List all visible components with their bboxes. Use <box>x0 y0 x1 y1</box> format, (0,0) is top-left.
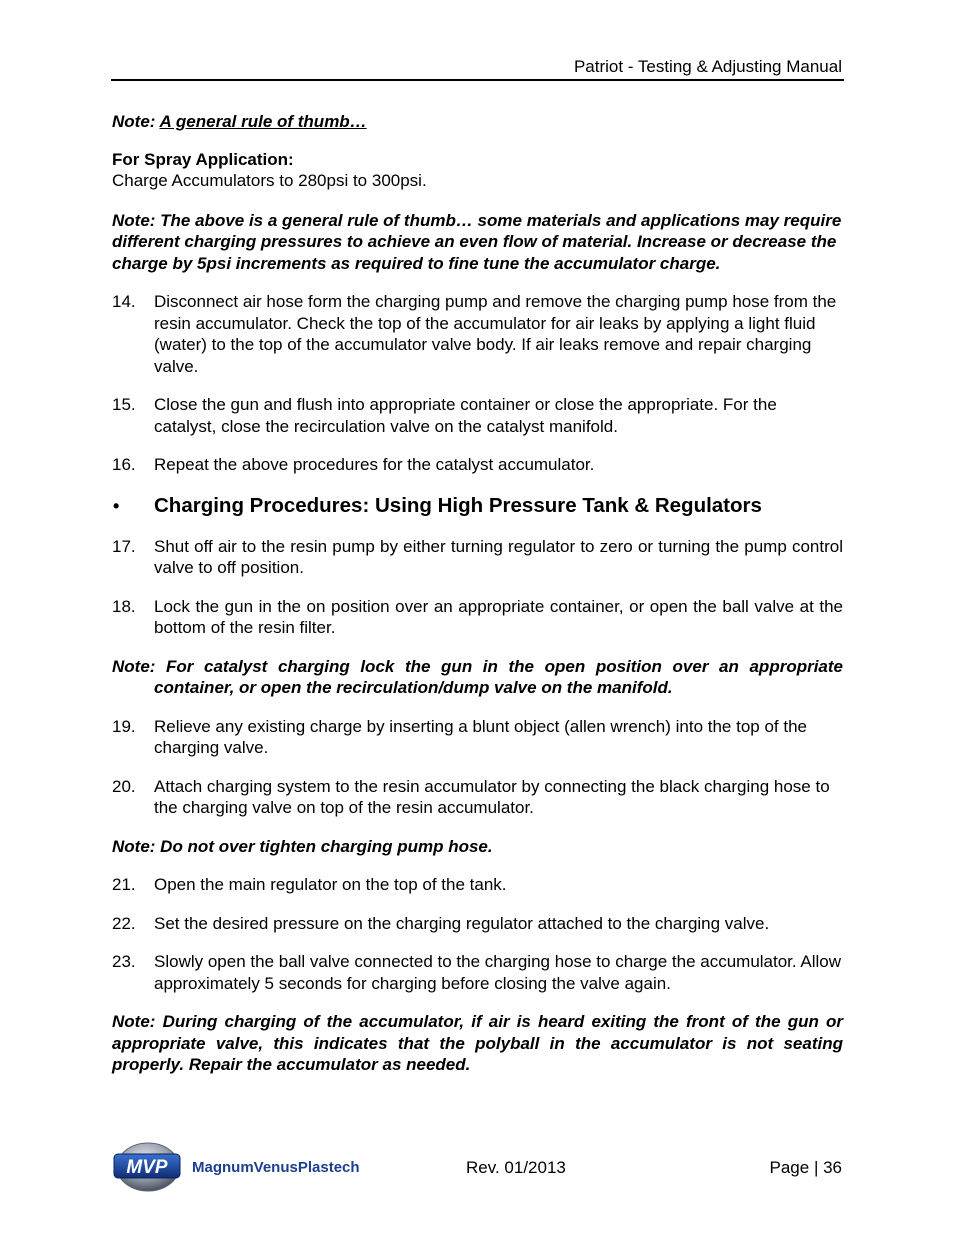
mvp-logo <box>112 1140 402 1192</box>
step-text: Disconnect air hose form the charging pump and remove the charging pump hose from the resin accumulator. Check the top of the accumulator for air leaks by applying a light fluid (water) to the top of the accumulator valve body. If air leaks remove and repair charging valve. <box>154 292 837 376</box>
step-item <box>112 394 843 437</box>
step-number: 19. <box>112 716 136 736</box>
manual-title: Patriot - Testing & Adjusting Manual <box>573 57 842 76</box>
tighten-note: Note: Do not over tighten charging pump hose. <box>112 836 493 856</box>
step-text: Attach charging system to the resin accumulator by connecting the black charging hose to the charging valve on top of the resin accumulator. <box>154 776 830 817</box>
step-text: Lock the gun in the on position over an appropriate container, or open the ball valve at the bottom of the resin filter. <box>154 596 843 637</box>
revision-label: Rev. 01/2013 <box>466 1158 566 1177</box>
step-number: 20. <box>112 776 136 796</box>
polyball-note: Note: During charging of the accumulator, if air is heard exiting the front of the gun or appropriate valve, this indicates that the polyball in the accumulator is not seating properly. Repair the accumulator as needed. <box>112 1012 843 1074</box>
step-number: 22. <box>112 913 136 933</box>
step-text: Open the main regulator on the top of the tank. <box>154 875 507 894</box>
bullet-icon: • <box>113 495 120 516</box>
page-header <box>111 55 844 81</box>
section-heading <box>112 493 843 519</box>
step-number: 14. <box>112 292 136 311</box>
rule-of-thumb-note <box>112 111 843 133</box>
step-text: Slowly open the ball valve connected to the charging hose to charge the accumulator. Allow approximately 5 seconds for charging before closing the valve again. <box>154 952 842 993</box>
step-text: Shut off air to the resin pump by either turning regulator to zero or turning the pump control valve to off position. <box>154 536 843 577</box>
step-text: Close the gun and flush into appropriate container or close the appropriate. For the catalyst, close the recirculation valve on the catalyst manifold. <box>154 395 777 436</box>
step-number: 18. <box>112 596 136 616</box>
step-item <box>112 454 843 476</box>
catalyst-note: Note: For catalyst charging lock the gun in the open position over an appropriate container, or open the recirculation/dump valve on the manifold. <box>112 656 843 697</box>
step-text: Repeat the above procedures for the catalyst accumulator. <box>154 455 595 474</box>
page-footer <box>0 1140 954 1200</box>
spray-text: Charge Accumulators to 280psi to 300psi. <box>112 171 427 190</box>
step-item <box>112 291 843 377</box>
spray-heading: For Spray Application: <box>112 149 294 169</box>
logo-wordmark: MagnumVenusPlastech <box>192 1159 360 1176</box>
step-item <box>112 596 843 639</box>
step-text: Relieve any existing charge by inserting a blunt object (allen wrench) into the top of the charging valve. <box>154 716 807 757</box>
step-item <box>112 913 843 935</box>
step-item <box>112 951 914 994</box>
note-prefix: Note: <box>112 112 160 131</box>
step-text: Set the desired pressure on the charging regulator attached to the charging valve. <box>154 913 770 933</box>
step-item <box>112 536 843 579</box>
logo-mark: MVP <box>126 1157 168 1178</box>
note-underlined: A general rule of thumb… <box>159 112 367 131</box>
step-number: 17. <box>112 536 136 556</box>
section-title: Charging Procedures: Using High Pressure Tank & Regulators <box>154 493 762 517</box>
step-number: 15. <box>112 395 136 414</box>
step-number: 23. <box>112 952 136 971</box>
general-note: Note: The above is a general rule of thumb… some materials and applications may require different charging pressures to achieve an even flow of material. Increase or decrease the charge by 5psi increments as required to fine tune the accumulator charge. <box>112 210 842 273</box>
step-number: 21. <box>112 875 136 894</box>
step-item <box>112 776 843 819</box>
step-item <box>112 874 843 896</box>
step-item <box>112 716 843 759</box>
step-number: 16. <box>112 455 136 474</box>
page-number: Page | 36 <box>769 1158 842 1177</box>
page-content <box>112 111 843 1093</box>
